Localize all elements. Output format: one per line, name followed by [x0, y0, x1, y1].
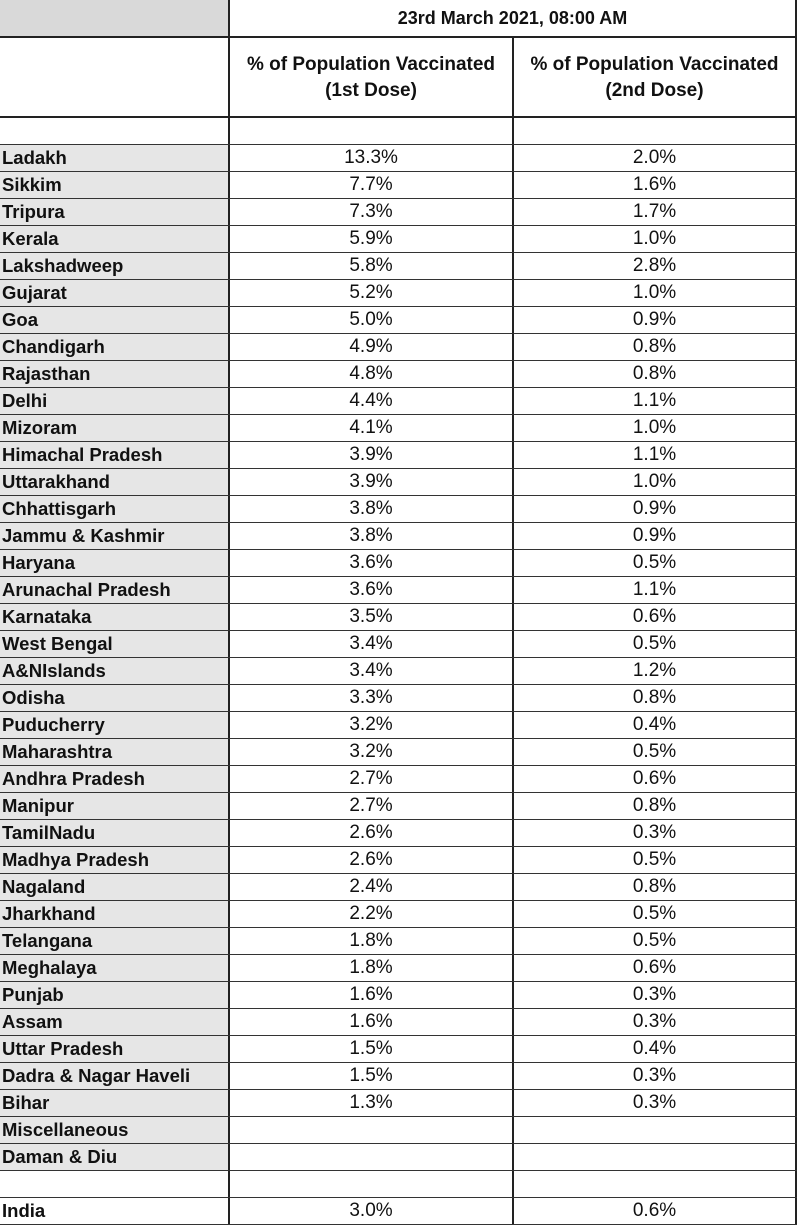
- state-name-cell: Punjab: [0, 982, 228, 1008]
- table-row: [0, 172, 797, 199]
- state-name-cell: [0, 1171, 228, 1197]
- state-name-cell: Daman & Diu: [0, 1144, 228, 1170]
- dose1-cell: 5.2%: [228, 280, 512, 306]
- dose1-cell: 3.4%: [228, 631, 512, 657]
- dose1-cell: 2.7%: [228, 766, 512, 792]
- dose2-cell: 0.8%: [512, 334, 797, 360]
- table-row: [0, 523, 797, 550]
- dose1-cell: 4.9%: [228, 334, 512, 360]
- dose2-cell: 0.9%: [512, 307, 797, 333]
- dose2-cell: 0.5%: [512, 550, 797, 576]
- dose1-cell: 1.5%: [228, 1063, 512, 1089]
- state-name-cell: Arunachal Pradesh: [0, 577, 228, 603]
- dose1-cell: 5.9%: [228, 226, 512, 252]
- table-row: [0, 928, 797, 955]
- dose2-cell: 0.6%: [512, 955, 797, 981]
- dose1-cell: 1.6%: [228, 1009, 512, 1035]
- state-name-cell: Kerala: [0, 226, 228, 252]
- state-name-cell: A&NIslands: [0, 658, 228, 684]
- dose1-cell: 13.3%: [228, 145, 512, 171]
- dose2-cell: 0.4%: [512, 1036, 797, 1062]
- dose1-cell: 3.9%: [228, 442, 512, 468]
- dose1-cell: 3.2%: [228, 712, 512, 738]
- state-name-cell: Ladakh: [0, 145, 228, 171]
- dose1-cell: [228, 1171, 512, 1197]
- state-name-cell: West Bengal: [0, 631, 228, 657]
- table-row: [0, 199, 797, 226]
- dose2-cell: 1.1%: [512, 388, 797, 414]
- dose2-cell: 0.4%: [512, 712, 797, 738]
- table-row: [0, 307, 797, 334]
- dose1-cell: 3.2%: [228, 739, 512, 765]
- table-row: [0, 982, 797, 1009]
- table-row: [0, 847, 797, 874]
- state-name-cell: Rajasthan: [0, 361, 228, 387]
- table-row: [0, 793, 797, 820]
- table-row: [0, 280, 797, 307]
- dose1-cell: [228, 1117, 512, 1143]
- dose1-cell: 2.6%: [228, 820, 512, 846]
- state-name-cell: Chhattisgarh: [0, 496, 228, 522]
- table-row: [0, 1090, 797, 1117]
- dose2-cell: 0.3%: [512, 820, 797, 846]
- table-row: [0, 658, 797, 685]
- dose2-cell: [512, 118, 797, 144]
- dose2-cell: 0.3%: [512, 1090, 797, 1116]
- state-name-cell: Chandigarh: [0, 334, 228, 360]
- state-name-cell: Jharkhand: [0, 901, 228, 927]
- dose1-cell: [228, 1144, 512, 1170]
- state-name-cell: [0, 118, 228, 144]
- dose2-cell: 0.9%: [512, 523, 797, 549]
- dose1-cell: 7.3%: [228, 199, 512, 225]
- state-name-cell: Mizoram: [0, 415, 228, 441]
- table-row: [0, 226, 797, 253]
- header-dose1: [228, 38, 512, 118]
- dose1-cell: 2.7%: [228, 793, 512, 819]
- table-row: [0, 496, 797, 523]
- header-corner-cell: [0, 0, 228, 38]
- dose1-cell: 4.8%: [228, 361, 512, 387]
- dose1-cell: 3.5%: [228, 604, 512, 630]
- state-name-cell: Meghalaya: [0, 955, 228, 981]
- dose2-cell: 0.5%: [512, 739, 797, 765]
- dose1-cell: 5.8%: [228, 253, 512, 279]
- state-name-cell: Andhra Pradesh: [0, 766, 228, 792]
- table-row: [0, 766, 797, 793]
- dose1-cell: 2.2%: [228, 901, 512, 927]
- state-name-cell: India: [0, 1198, 228, 1224]
- dose2-cell: 0.5%: [512, 928, 797, 954]
- dose1-cell: 3.8%: [228, 496, 512, 522]
- dose1-cell: 3.3%: [228, 685, 512, 711]
- state-name-cell: Odisha: [0, 685, 228, 711]
- table-row: [0, 145, 797, 172]
- dose2-cell: 1.0%: [512, 415, 797, 441]
- dose2-cell: 0.6%: [512, 766, 797, 792]
- spacer-row: [0, 1171, 797, 1198]
- state-name-cell: Delhi: [0, 388, 228, 414]
- table-row: [0, 253, 797, 280]
- dose2-cell: 1.0%: [512, 226, 797, 252]
- dose1-cell: 3.4%: [228, 658, 512, 684]
- dose2-cell: 1.0%: [512, 469, 797, 495]
- table-row: [0, 388, 797, 415]
- state-name-cell: Maharashtra: [0, 739, 228, 765]
- dose1-cell: 3.6%: [228, 577, 512, 603]
- dose1-cell: 1.6%: [228, 982, 512, 1008]
- table-row: [0, 577, 797, 604]
- state-name-cell: Jammu & Kashmir: [0, 523, 228, 549]
- dose2-cell: 0.3%: [512, 982, 797, 1008]
- table-row: [0, 469, 797, 496]
- state-name-cell: Telangana: [0, 928, 228, 954]
- dose2-cell: 0.5%: [512, 847, 797, 873]
- state-name-cell: Bihar: [0, 1090, 228, 1116]
- state-name-cell: Himachal Pradesh: [0, 442, 228, 468]
- table-row: [0, 442, 797, 469]
- dose2-cell: 0.3%: [512, 1009, 797, 1035]
- state-name-cell: TamilNadu: [0, 820, 228, 846]
- dose1-cell: 4.4%: [228, 388, 512, 414]
- table-row: [0, 874, 797, 901]
- dose1-cell: [228, 118, 512, 144]
- table-row: [0, 739, 797, 766]
- dose2-cell: 1.1%: [512, 442, 797, 468]
- dose1-cell: 2.4%: [228, 874, 512, 900]
- state-name-cell: Tripura: [0, 199, 228, 225]
- state-name-cell: Sikkim: [0, 172, 228, 198]
- header-state-column-cell: [0, 38, 228, 118]
- header-dose1-line1: % of Population Vaccinated: [246, 54, 496, 75]
- dose2-cell: 1.7%: [512, 199, 797, 225]
- dose1-cell: 1.3%: [228, 1090, 512, 1116]
- dose2-cell: 1.1%: [512, 577, 797, 603]
- spacer-row: [0, 118, 797, 145]
- header-dose2-line2: (2nd Dose): [605, 79, 704, 101]
- state-name-cell: Manipur: [0, 793, 228, 819]
- state-name-cell: Karnataka: [0, 604, 228, 630]
- table-row: [0, 820, 797, 847]
- dose1-cell: 3.0%: [228, 1198, 512, 1224]
- header-dose1-line2: (1st Dose): [325, 79, 417, 101]
- header-date-text: 23rd March 2021, 08:00 AM: [397, 7, 628, 28]
- table-row: [0, 685, 797, 712]
- state-name-cell: Nagaland: [0, 874, 228, 900]
- header-date: [228, 0, 797, 38]
- table-row: [0, 415, 797, 442]
- dose2-cell: 0.3%: [512, 1063, 797, 1089]
- dose2-cell: 0.5%: [512, 901, 797, 927]
- dose1-cell: 3.9%: [228, 469, 512, 495]
- dose1-cell: 7.7%: [228, 172, 512, 198]
- table-row: [0, 712, 797, 739]
- dose1-cell: 3.8%: [228, 523, 512, 549]
- state-name-cell: Assam: [0, 1009, 228, 1035]
- dose2-cell: 0.6%: [512, 604, 797, 630]
- state-name-cell: Madhya Pradesh: [0, 847, 228, 873]
- dose2-cell: 0.5%: [512, 631, 797, 657]
- header-dose2-line1: % of Population Vaccinated: [530, 54, 779, 75]
- state-name-cell: Miscellaneous: [0, 1117, 228, 1143]
- dose1-cell: 5.0%: [228, 307, 512, 333]
- dose2-cell: [512, 1171, 797, 1197]
- table-row: [0, 1117, 797, 1144]
- state-name-cell: Haryana: [0, 550, 228, 576]
- dose1-cell: 1.8%: [228, 955, 512, 981]
- dose2-cell: 0.8%: [512, 361, 797, 387]
- dose2-cell: 0.9%: [512, 496, 797, 522]
- state-name-cell: Lakshadweep: [0, 253, 228, 279]
- dose1-cell: 1.8%: [228, 928, 512, 954]
- table-row: [0, 1009, 797, 1036]
- table-row: [0, 1063, 797, 1090]
- table-row: [0, 334, 797, 361]
- dose2-cell: 2.0%: [512, 145, 797, 171]
- dose2-cell: 1.2%: [512, 658, 797, 684]
- state-name-cell: Goa: [0, 307, 228, 333]
- dose2-cell: 0.8%: [512, 685, 797, 711]
- table-row: [0, 361, 797, 388]
- table-row: [0, 550, 797, 577]
- dose2-cell: 0.8%: [512, 793, 797, 819]
- dose2-cell: 1.6%: [512, 172, 797, 198]
- total-row: [0, 1198, 797, 1225]
- table-row: [0, 901, 797, 928]
- table-row: [0, 604, 797, 631]
- dose1-cell: 1.5%: [228, 1036, 512, 1062]
- dose1-cell: 4.1%: [228, 415, 512, 441]
- table-row: [0, 1144, 797, 1171]
- dose2-cell: 1.0%: [512, 280, 797, 306]
- state-name-cell: Uttarakhand: [0, 469, 228, 495]
- state-name-cell: Puducherry: [0, 712, 228, 738]
- dose2-cell: 0.8%: [512, 874, 797, 900]
- header-dose2: [512, 38, 797, 118]
- table-row: [0, 1036, 797, 1063]
- dose2-cell: [512, 1144, 797, 1170]
- dose2-cell: 0.6%: [512, 1198, 797, 1224]
- dose2-cell: 2.8%: [512, 253, 797, 279]
- dose1-cell: 3.6%: [228, 550, 512, 576]
- state-name-cell: Uttar Pradesh: [0, 1036, 228, 1062]
- dose1-cell: 2.6%: [228, 847, 512, 873]
- table-row: [0, 955, 797, 982]
- state-name-cell: Gujarat: [0, 280, 228, 306]
- table-row: [0, 631, 797, 658]
- state-name-cell: Dadra & Nagar Haveli: [0, 1063, 228, 1089]
- dose2-cell: [512, 1117, 797, 1143]
